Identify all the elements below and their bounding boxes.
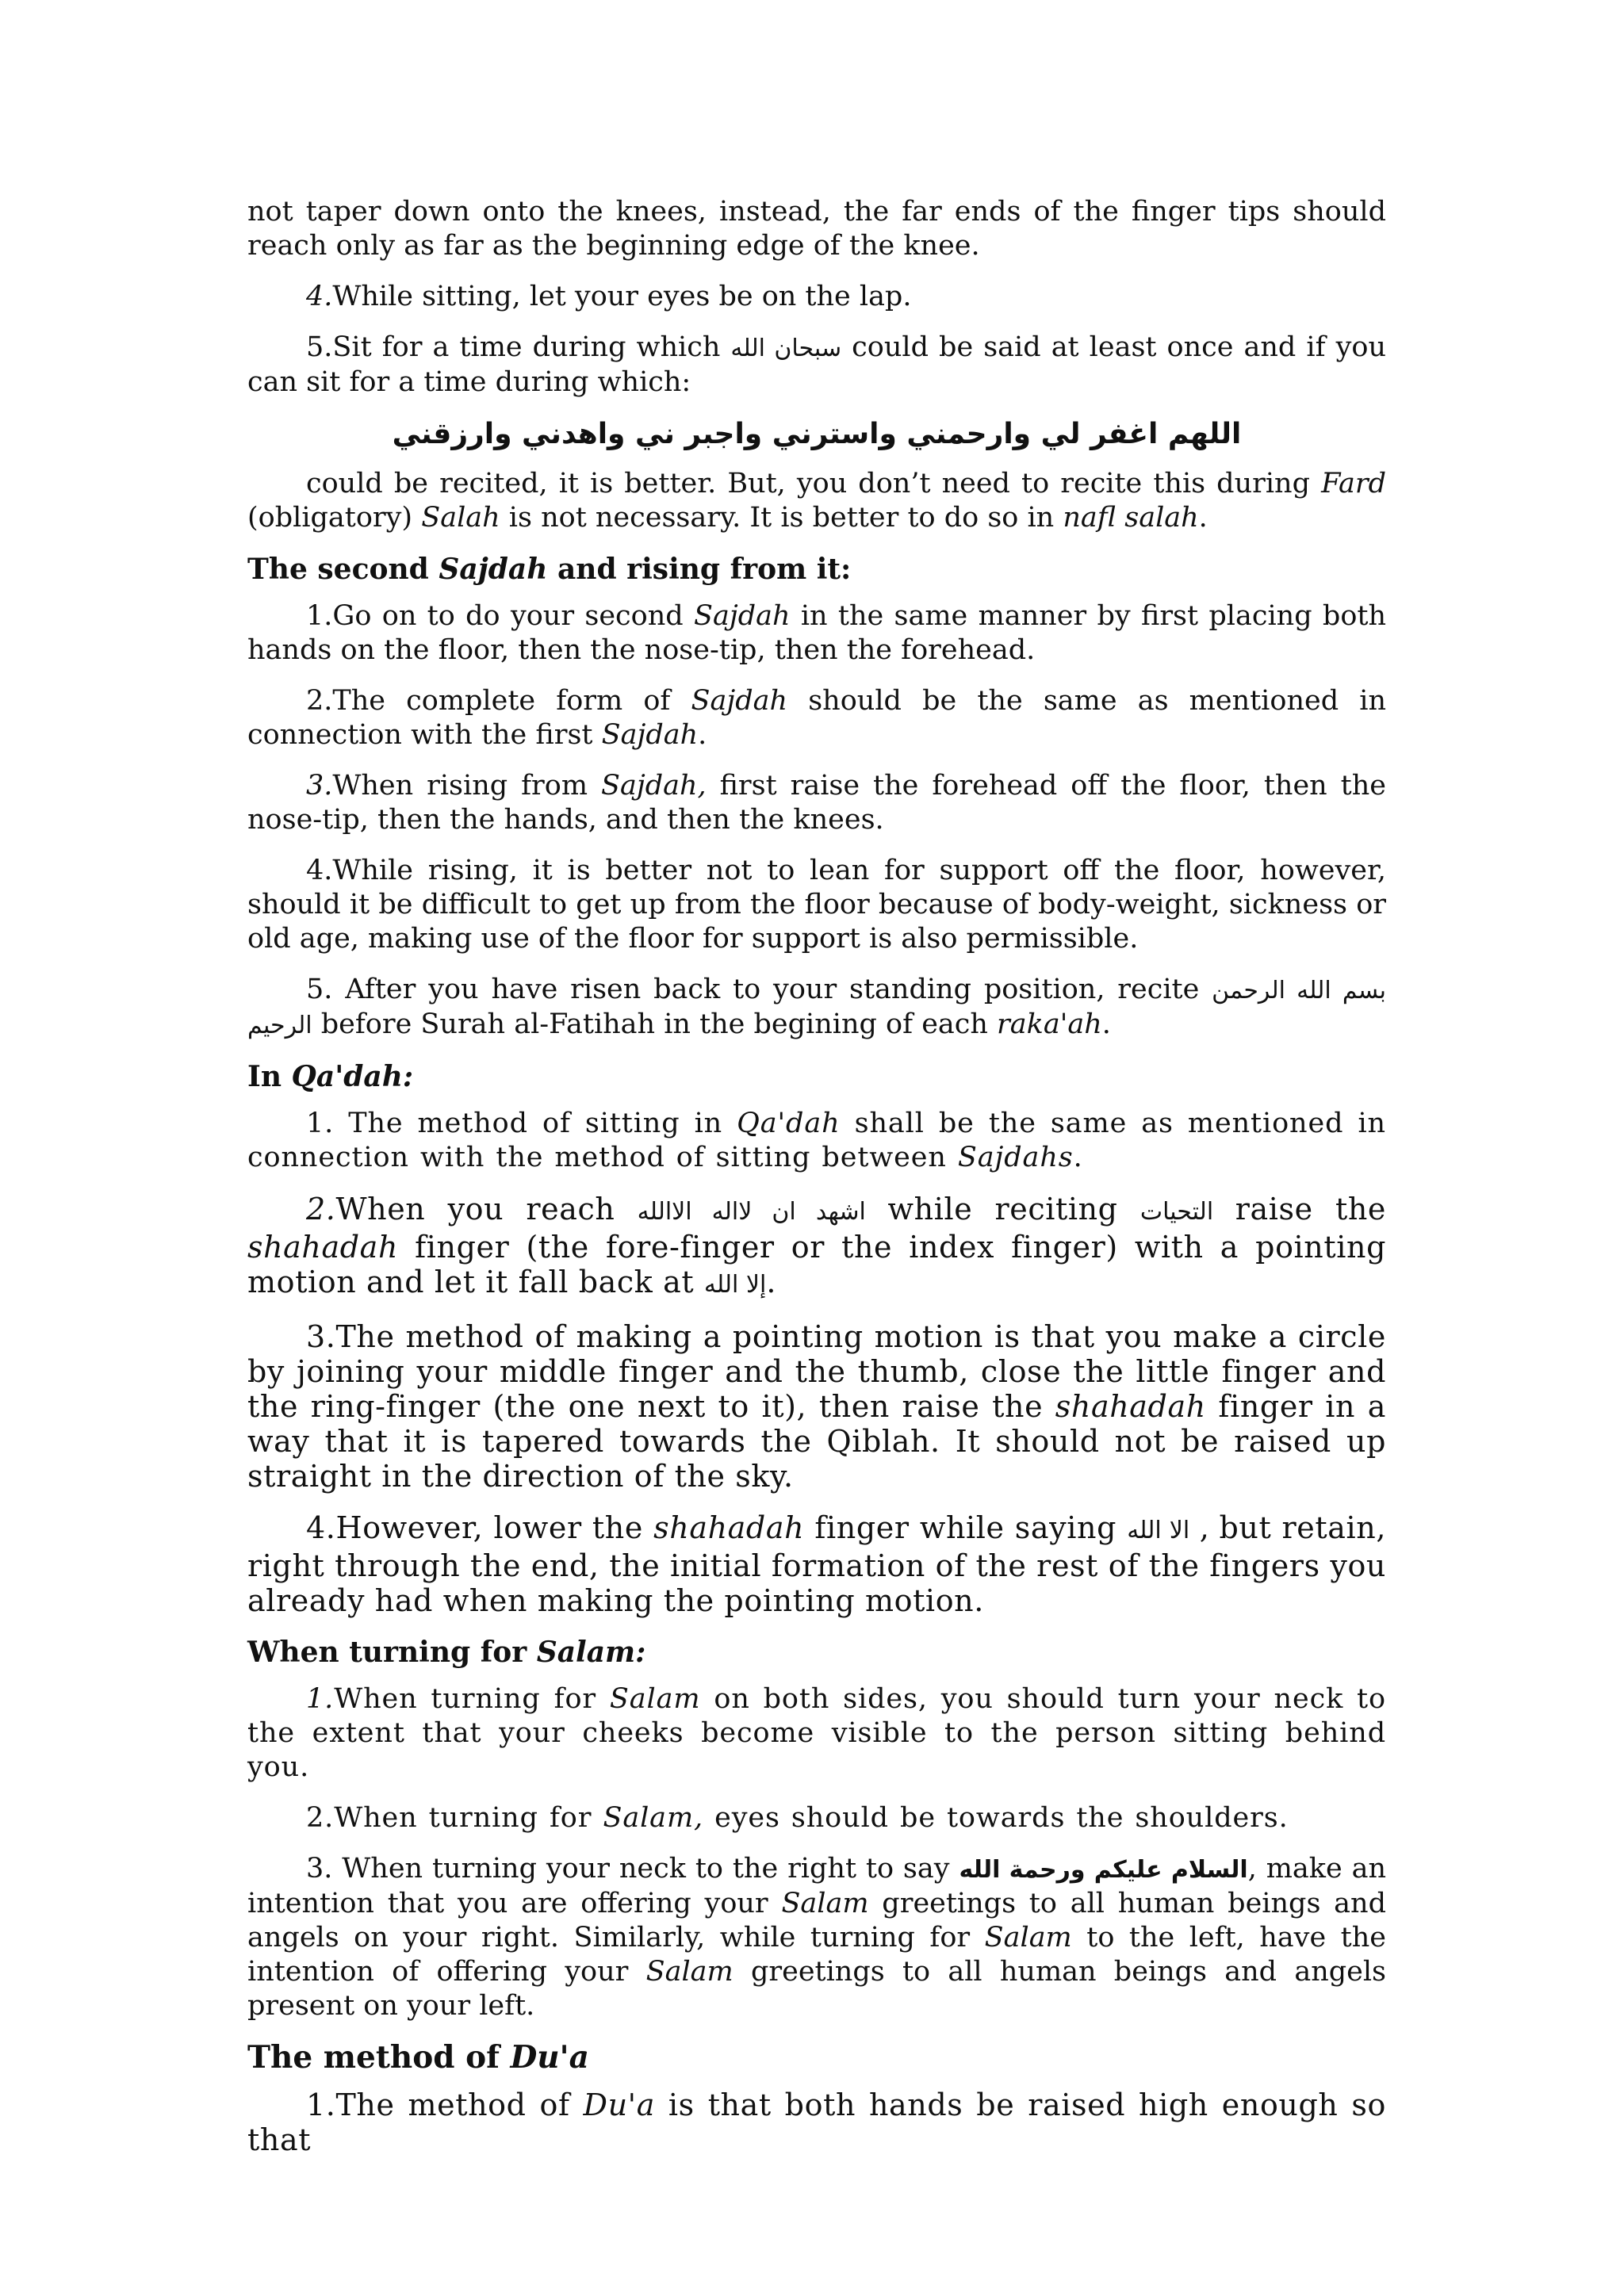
text: greetings to all human beings and angels on your right. Similarly, while turning for <box>247 1888 1386 1954</box>
italic-term: Salam, <box>603 1802 704 1834</box>
arabic-phrase: إلا الله <box>703 1271 767 1299</box>
italic-term: raka'ah <box>997 1008 1102 1040</box>
paragraph-dua-item-1 <box>247 2087 1386 2157</box>
text: in the same manner by first placing both hands on the floor, then the nose-tip, then the forehead. <box>247 600 1387 666</box>
paragraph-qadah-item-2 <box>247 1192 1386 1303</box>
text: The complete form of <box>332 685 691 717</box>
heading-text: and rising from it: <box>547 553 852 586</box>
item-number: 5. <box>306 331 333 363</box>
italic-term: Salam <box>781 1888 869 1919</box>
paragraph-sajdah-item-5 <box>247 973 1386 1043</box>
heading-turning-salam <box>247 1635 1386 1670</box>
text: . <box>698 719 707 751</box>
italic-term: Sajdah, <box>601 770 707 802</box>
document-page <box>247 195 1386 2174</box>
italic-term: Salam <box>984 1922 1072 1954</box>
text: When turning for <box>334 1683 610 1715</box>
arabic-phrase: سبحان الله <box>730 335 842 362</box>
italic-term: Qa'dah <box>737 1108 841 1139</box>
text: However, lower the <box>335 1510 654 1545</box>
text: . <box>1073 1142 1083 1173</box>
heading-text: The second <box>247 553 439 586</box>
text: on both sides, you should turn your neck to the extent that your cheeks become visible to the person sitting behind you. <box>247 1683 1386 1783</box>
italic-term: Sajdah <box>694 600 791 632</box>
text: could be recited, it is better. But, you don’t need to recite this during <box>306 468 1322 499</box>
text: not taper down onto the knees, instead, the far ends of the finger tips should reach only as far as the beginning edge of the knee. <box>247 196 1386 262</box>
text: should be the same as mentioned in connection with the first <box>247 685 1386 751</box>
paragraph-could-be-recited <box>247 467 1386 535</box>
text: When turning for <box>334 1802 603 1834</box>
heading-text: In <box>247 1060 292 1093</box>
italic-term: shahadah <box>653 1510 805 1545</box>
item-number: 1. <box>306 1108 335 1139</box>
paragraph-qadah-item-1 <box>247 1107 1386 1175</box>
paragraph-salam-item-1 <box>247 1682 1386 1785</box>
paragraph-sajdah-item-3 <box>247 769 1386 837</box>
item-number: 2. <box>306 1802 335 1834</box>
text: The method of making a pointing motion is that you make a circle by joining your middle finger and the thumb, close the little finger and the ring-finger (the one next to it), then raise the <box>247 1319 1386 1424</box>
italic-term: Sajdahs <box>957 1142 1074 1173</box>
text: , but retain, right through the end, the initial formation of the rest of the fingers you already had when making the pointing motion. <box>247 1510 1386 1618</box>
text: is that both hands be raised high enough so that <box>247 2087 1386 2157</box>
heading-second-sajdah <box>247 552 1386 587</box>
paragraph-sajdah-item-4 <box>247 854 1386 956</box>
paragraph-item-5-sit-duration <box>247 331 1386 400</box>
item-number: 3. <box>306 770 333 802</box>
paragraph-sajdah-item-1 <box>247 599 1386 668</box>
text: When rising from <box>332 770 601 802</box>
text: While rising, it is better not to lean for support off the floor, however, should it be difficult to get up from the floor because of body-weight, sickness or old age, making use of the floor for support is also permissible. <box>247 855 1386 955</box>
text: While sitting, let your eyes be on the lap. <box>332 281 912 312</box>
text: raise the <box>1213 1192 1386 1226</box>
item-number: 1. <box>306 600 333 632</box>
item-number: 3. <box>306 1853 333 1885</box>
heading-qadah <box>247 1059 1386 1094</box>
text: greetings to all human beings and angels present on your left. <box>247 1956 1387 2022</box>
item-number: 4. <box>306 855 333 886</box>
text: Go on to do your second <box>332 600 694 632</box>
italic-term: shahadah <box>1055 1389 1206 1424</box>
item-number: 5. <box>306 974 333 1005</box>
item-number: 3. <box>306 1319 336 1354</box>
paragraph-salam-item-2 <box>247 1801 1386 1835</box>
italic-term: Sajdah <box>691 685 788 717</box>
text: before Surah al-Fatihah in the begining of each <box>312 1008 998 1040</box>
text: . <box>766 1265 776 1299</box>
paragraph-sajdah-item-2 <box>247 684 1386 752</box>
text: finger in a way that it is tapered towards the Qiblah. It should not be raised up straight in the direction of the sky. <box>247 1389 1387 1494</box>
text: (obligatory) <box>247 502 422 534</box>
text: . <box>1101 1008 1111 1040</box>
item-number: 2. <box>306 1192 336 1226</box>
italic-term: Sajdah <box>601 719 699 751</box>
italic-term: Salam <box>609 1683 701 1715</box>
italic-term: Salam <box>645 1956 733 1988</box>
item-number: 4. <box>306 1510 336 1545</box>
item-number: 1. <box>306 2087 336 2122</box>
paragraph-item-4-eyes-on-lap <box>247 280 1386 314</box>
paragraph-qadah-item-4 <box>247 1510 1386 1618</box>
text: to the left, have the intention of offering your <box>247 1922 1386 1988</box>
text: first raise the forehead off the floor, then the nose-tip, then the hands, and then the knees. <box>247 770 1386 836</box>
text: After you have risen back to your standing position, recite <box>332 974 1212 1005</box>
heading-italic: Sajdah <box>439 553 548 586</box>
italic-term: Salah <box>421 502 500 534</box>
text: The method of <box>335 2087 584 2122</box>
text: is not necessary. It is better to do so in <box>500 502 1063 534</box>
text: while reciting <box>865 1192 1140 1226</box>
text: finger while saying <box>804 1510 1128 1545</box>
item-number: 2. <box>306 685 333 717</box>
arabic-dua-text: اللهم اغفر لي وارحمني واسترني واجبر ني واهدني وارزقني <box>392 418 1242 450</box>
paragraph-knees-continuation <box>247 195 1386 263</box>
heading-method-of-dua <box>247 2040 1386 2075</box>
arabic-phrase: اشهد ان لااله الاالله <box>637 1198 866 1226</box>
text: When turning your neck to the right to say <box>332 1853 959 1885</box>
item-number: 1. <box>306 1683 335 1715</box>
arabic-phrase: السلام عليكم ورحمة الله <box>959 1856 1248 1884</box>
text: Sit for a time during which <box>332 331 731 363</box>
italic-term: shahadah <box>247 1230 399 1265</box>
text: finger (the fore-finger or the index finger) with a pointing motion and let it fall back at <box>247 1230 1386 1299</box>
heading-italic: Qa'dah: <box>291 1060 414 1093</box>
italic-term: nafl salah <box>1063 502 1199 534</box>
heading-text: When turning for <box>247 1636 537 1669</box>
arabic-phrase: الا الله <box>1127 1517 1190 1544</box>
text: could be said at least once and if you can sit for a time during which: <box>247 331 1386 398</box>
text: , make an intention that you are offering your <box>247 1853 1386 1919</box>
arabic-dua-line <box>247 416 1386 453</box>
italic-term: Fard <box>1321 468 1386 499</box>
italic-term: Du'a <box>583 2087 655 2122</box>
heading-text: The method of <box>247 2039 511 2076</box>
text: The method of sitting in <box>334 1108 737 1139</box>
heading-italic: Du'a <box>510 2039 589 2076</box>
paragraph-salam-item-3 <box>247 1852 1386 2023</box>
arabic-phrase: بسم الله الرحمن الرحيم <box>247 977 1386 1039</box>
text: shall be the same as mentioned in connection with the method of sitting between <box>247 1108 1386 1173</box>
text: When you reach <box>335 1192 638 1226</box>
text: eyes should be towards the shoulders. <box>703 1802 1289 1834</box>
item-number: 4. <box>306 281 333 312</box>
heading-italic: Salam: <box>536 1636 646 1669</box>
arabic-phrase: التحيات <box>1139 1198 1214 1226</box>
text: . <box>1198 502 1208 534</box>
paragraph-qadah-item-3 <box>247 1319 1386 1494</box>
